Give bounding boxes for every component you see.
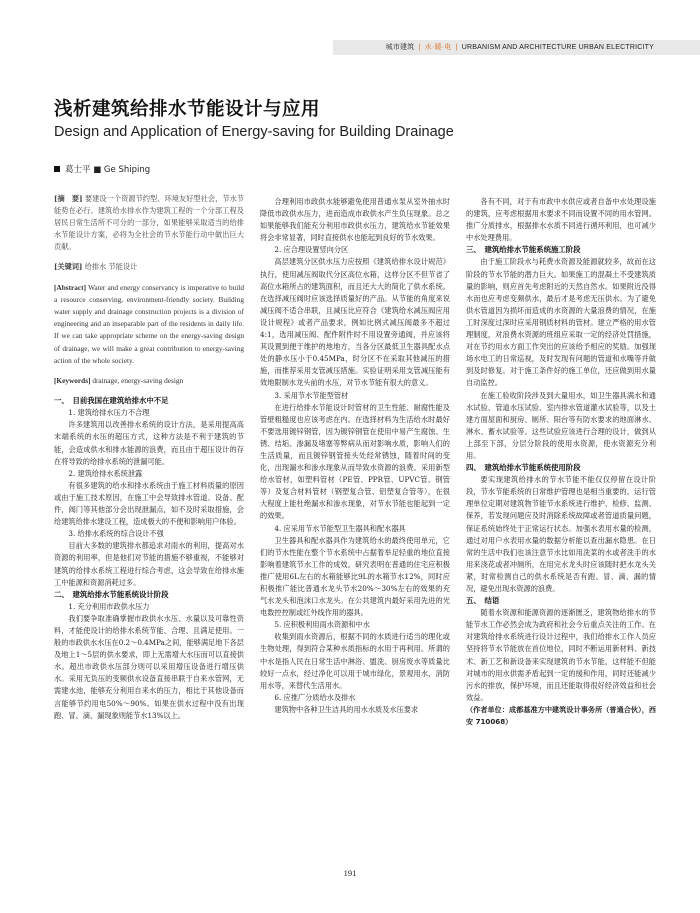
body-paragraph: 要实现建筑给排水的节水节能不能仅仅停留在设计阶段，节水节能系统的日常维护管理也是相当重要的。运行管理单位定期对建筑物节能节水系统进行维护、检修、监测、保养，若发现问题应及时消除系统故障或者管道质量问题，保证系统始终处于正常运行状态。加强水表用水量的检测，通过对用户水表用水量的数据分析能以查出漏水隐患。在日常的生活中我们也该注意节水比如用洗菜的水或者洗手的水用来浇花或者冲厕所，在用完水龙头时应该随时把水龙头关紧，时常检测自己的供水系统是否有跑、冒、滴、漏的情况，避免出现水资源的浪费。	[466, 475, 656, 593]
journal-name-cn: 城市建筑	[385, 44, 415, 51]
subsection-heading: 3. 给排水系统的综合设计不强	[68, 529, 164, 539]
keywords-en	[54, 375, 244, 387]
keywords-cn-text: 给排水 节能设计	[84, 262, 138, 272]
column-2	[260, 196, 450, 716]
keywords-cn	[54, 261, 244, 273]
column-3	[466, 196, 656, 728]
abstract-cn-text: 要建设一个资源节约型、环境友好型社会，节水节能势在必行。建筑给水排水作为建筑工程的一个分部工程及居民日常生活所不可分的一部分，如果能够采取适当的给排水节能设计方案，必将为全社会的节水节能行动中做出巨大贡献。	[54, 194, 244, 252]
article-title-en: Design and Application of Energy-saving for Building Drainage	[54, 124, 454, 140]
subsection-heading: 6. 应推广分质给水及排水	[274, 692, 356, 702]
subsection-heading: 1. 建筑给排水压力不合理	[68, 408, 150, 418]
body-paragraph: 在进行给排水节能设计时管材的卫生性能、耐腐性能及管壁粗糙度也应该考虑在内。在选择材料为生活给水时最好不要选用镀锌钢管，因为镀锌钢管在使用中易产生腐蚀、生锈、结垢、渗漏及堵塞等弊病从而对影响水质，影响人们的生活质量，而且镀锌钢管接头处经常锈蚀，随着时间的变化，出现漏水和渗水现象从而导致水资源的浪费。采用新型给水管材，如塑料管材（PE管、PPR管、UPVC管、钢管等）及复合材料管材（钢塑复合管、铝塑复合管等），在很大程度上能杜绝漏水和渗水现象，对节水节能也能起到一定的效果。	[260, 402, 450, 521]
subsection-heading: 3. 采用节水节能型管材	[274, 390, 349, 400]
body-paragraph: 随着水资源和能源资源的逐渐匮乏，建筑物给排水的节能节水工作必然会成为政府和社会今后重点关注的工作。在对建筑给排水系统进行设计过程中，我们给排水工作人员应坚持将节水节能放在首位地位，同时不断运用新材料、新技术、新工艺和新设备来实现建筑的节水节能，这样能不但能对城市的用水供需矛盾起到一定的缓和作用，同时还能减少污水的排放，保护环境，而且还能取得很好经济效益和社会效益。	[466, 608, 656, 702]
subsection-heading: 5. 应积极利用雨水资源和中水	[274, 620, 370, 630]
column-1	[54, 193, 244, 722]
abstract-en-text: Water and energy conservancy is imperative to build a resource conserving, environment-friendly society. Building water supply and drainage construction projects is a division of engineering and an inseparable part of the residents in daily life. If we can take appropriate scheme on the energy-saving design of drainage, we will make a great contribution to energy-saving action of the whole society.	[54, 282, 244, 365]
body-paragraph: 我们要争取准确掌握市政供水水压、水量以及可靠性资料，才能使设计的给排水系统节能、合理、且满足使用。一般的市政供水水压在0.2～0.4MPa之间，能够满足地下各层及地上1～5层的供水要求，即上无需增大水压而可以直接供水。超出市政供水压部分则可以采用增压设备进行增压供水。采用无负压的变频供水设备直接串联于自来水管网，无需建水池，能够充分利用自来水的压力，相比于其他设备而言能够节约用电50%～90%。如果在供水过程中没有出现跑、冒、滴、漏现象则能节水13%以上。	[54, 613, 244, 720]
body-paragraph: 收集到雨水资源后，根据不同的水质进行适当的理化或生物处理，得到符合某种水质指标的水用于再利用。所谓的中水是指人民在日常生活中淋浴、盥洗、厨房废水等质量比较好一点水，经过净化可以用于城市绿化，景观用水，消防用水等，来替代生活用水。	[260, 632, 450, 690]
body-paragraph: 建筑物中各种卫生洁具的用水水质及水压要求	[274, 704, 419, 714]
column-1-body	[54, 395, 244, 722]
authors-text: 葛士平 ■ Ge Shiping	[65, 165, 151, 175]
bullet-square-icon	[54, 166, 60, 172]
keywords-en-text: drainage, energy-saving design	[92, 375, 184, 385]
subsection-heading: 2. 应合理设置竖向分区	[274, 245, 349, 255]
abstract-cn	[54, 193, 244, 253]
column-3-body	[466, 196, 656, 728]
journal-header	[333, 40, 700, 55]
author-affiliation: （作者单位：成都基准方中建筑设计事务所（普通合伙），西安 710068）	[466, 704, 656, 727]
body-paragraph: 高层建筑分区供水压力应按照《建筑给排水设计规范》执行，使用减压阀取代分区高位水箱，这样分区不但节省了高位水箱所占的建筑面积，而且还大大的简化了供水系统。在选择减压阀时应该选择质量好的产品。从节能的角度来说减压阀不适合串联，且减压比应符合《建筑给水减压阀应用设计规程》或者产品要求，例如比例式减压阀最多不超过4:1，选用减压阀、配件附件时不用设置旁通阀，并应该将其设置到便于维护的地地方，当各分区最低卫生器具配水点处的静水压小于0.45MPa，时分区不在采取其他减压的措施，而推荐采用支管减压措施。实验证明采用支管减压能有效地限制水龙头前的水压，对节水节能有很大的意义。	[260, 257, 450, 388]
section-heading: 四、 建筑给排水节能系统使用阶段	[466, 463, 581, 473]
keywords-en-label: [Keywords]	[54, 375, 91, 385]
body-paragraph: 目前大多数的建筑排水都追求对雨水的利用，提高对水资源的利用率，但是他们对节能的措施不够重视，不能够对建筑的给排水系统工程进行综合考虑，这会导致在给排水施工中能源和资源消耗过多。	[54, 541, 244, 587]
subsection-heading: 1. 充分利用市政供水压力	[68, 601, 150, 611]
keywords-cn-label: [关键词]	[54, 262, 83, 272]
column-2-body	[260, 196, 450, 716]
abstract-en-label: [Abstract]	[54, 282, 87, 292]
authors-line	[54, 163, 150, 175]
abstract-cn-label: [摘 要]	[54, 194, 83, 203]
section-heading: 五、 结语	[466, 596, 500, 606]
subsection-heading: 4. 应采用节水节能型卫生器具和配水器具	[274, 523, 406, 533]
body-paragraph: 卫生器具和配水器具作为建筑给水的最终使用单元，它们的节水性能在整个节水系统中占据着举足轻重的地位直接影响着建筑节水工作的成效。研究表明在普通的住宅应积极推广使用6L左右的水箱能够比9L的水箱节水12%，同时应积极推广能比普通水龙头节水20%～30%左右的效果的充气水龙头和泡沫口水龙头。在公共建筑内最好采用先进的光电数控控制或红外线作用的器具。	[260, 535, 450, 618]
body-paragraph: 各有不同，对于有市政中水供应或者自备中水处理设施的建筑，应考虑根据用水要求不同而设置不同的用水管网。推广分质排水，根据排水水质不同进行循环利用，也可减少中水处理费用。	[466, 197, 656, 243]
body-paragraph: 许多建筑用以改善排水系统的设计方法，是采用提高高末端系统的水压的超压方式，这种方法是不利于建筑的节能，会造成供水和排水能源的浪费，而且由于超压设计的存在将导致的给排水系统的泄漏可能。	[54, 420, 244, 466]
journal-category-en: URBAN ELECTRICITY	[578, 44, 654, 51]
journal-name-en: URBANISM AND ARCHITECTURE	[461, 44, 577, 51]
section-heading: 一、 目前我国在建筑给排水中不足	[54, 396, 169, 406]
article-title-cn: 浅析建筑给排水节能设计与应用	[54, 99, 321, 120]
abstract-en	[54, 282, 244, 367]
section-heading: 三、 建筑给排水节能系统施工阶段	[466, 245, 581, 255]
section-heading: 二、 建筑给排水节能系统设计阶段	[54, 589, 169, 599]
section-category: 水·暖·电	[424, 44, 452, 51]
body-paragraph: 由于施工阶段水与耗费水资源及能源就较多，故而在这阶段的节水节能的潜力巨大。如果施工的混凝土不受建筑质量的影响，则应首先考虑附近的天然自然水。如果附近没得水而也应考虑变频供水，最后才是考虑无压供水。为了避免供水管道因为损坏而造成的水资源的大量浪费的情况，在施工时深度过深时应采用钢质材料的管材。建立严格的用水管理制度，对浪费水资源的班组应采取一定的经济处罚措施，对在节约用水方面工作突出的应该给予相应的奖励。加强现场水电工的日常巡视，及时发现有问题的管道和水嘴等并做到及时修复。对于施工条件好的施工单位，还应做到用水量自动监控。	[466, 257, 656, 388]
header-separator: |	[418, 44, 421, 51]
page-number: 191	[343, 868, 357, 878]
body-paragraph: 有很多建筑的给水和排水系统由于施工材料质量的原因或由于施工技术原因，在施工中会导致排水管道、设备、配件，阀门等其他部分会出现泄漏点，如不及时采取措施，会给建筑给排水建设工程，造成极大的不便和影响用户体验。	[54, 480, 244, 527]
body-paragraph: 在施工验收阶段涉及到大量用水，如卫生器具满水和通水试验、管道水压试验、室内排水管道灌水试验等，以及土建方面屋面和厨房、厕所、阳台等有防水要求的地面淋水、淋水、蓄水试验等。这些试验应该进行合理的设计，做到从上部至下部，分层分阶段的使用水资源，使水资源充分利用。	[466, 390, 656, 460]
subsection-heading: 2. 建筑给排水系统泄露	[68, 468, 143, 478]
body-paragraph: 合理利用市政供水能够避免使用普通水泵从室外抽水时降低市政供水压力，进而造成市政供水产生负压现象。总之如果能够我们能充分利用市政供水压力，建筑给水节能效果将会非常显著，同时直接供水也能起到良好的节水效果。	[260, 197, 450, 243]
header-separator-2: |	[455, 44, 458, 51]
